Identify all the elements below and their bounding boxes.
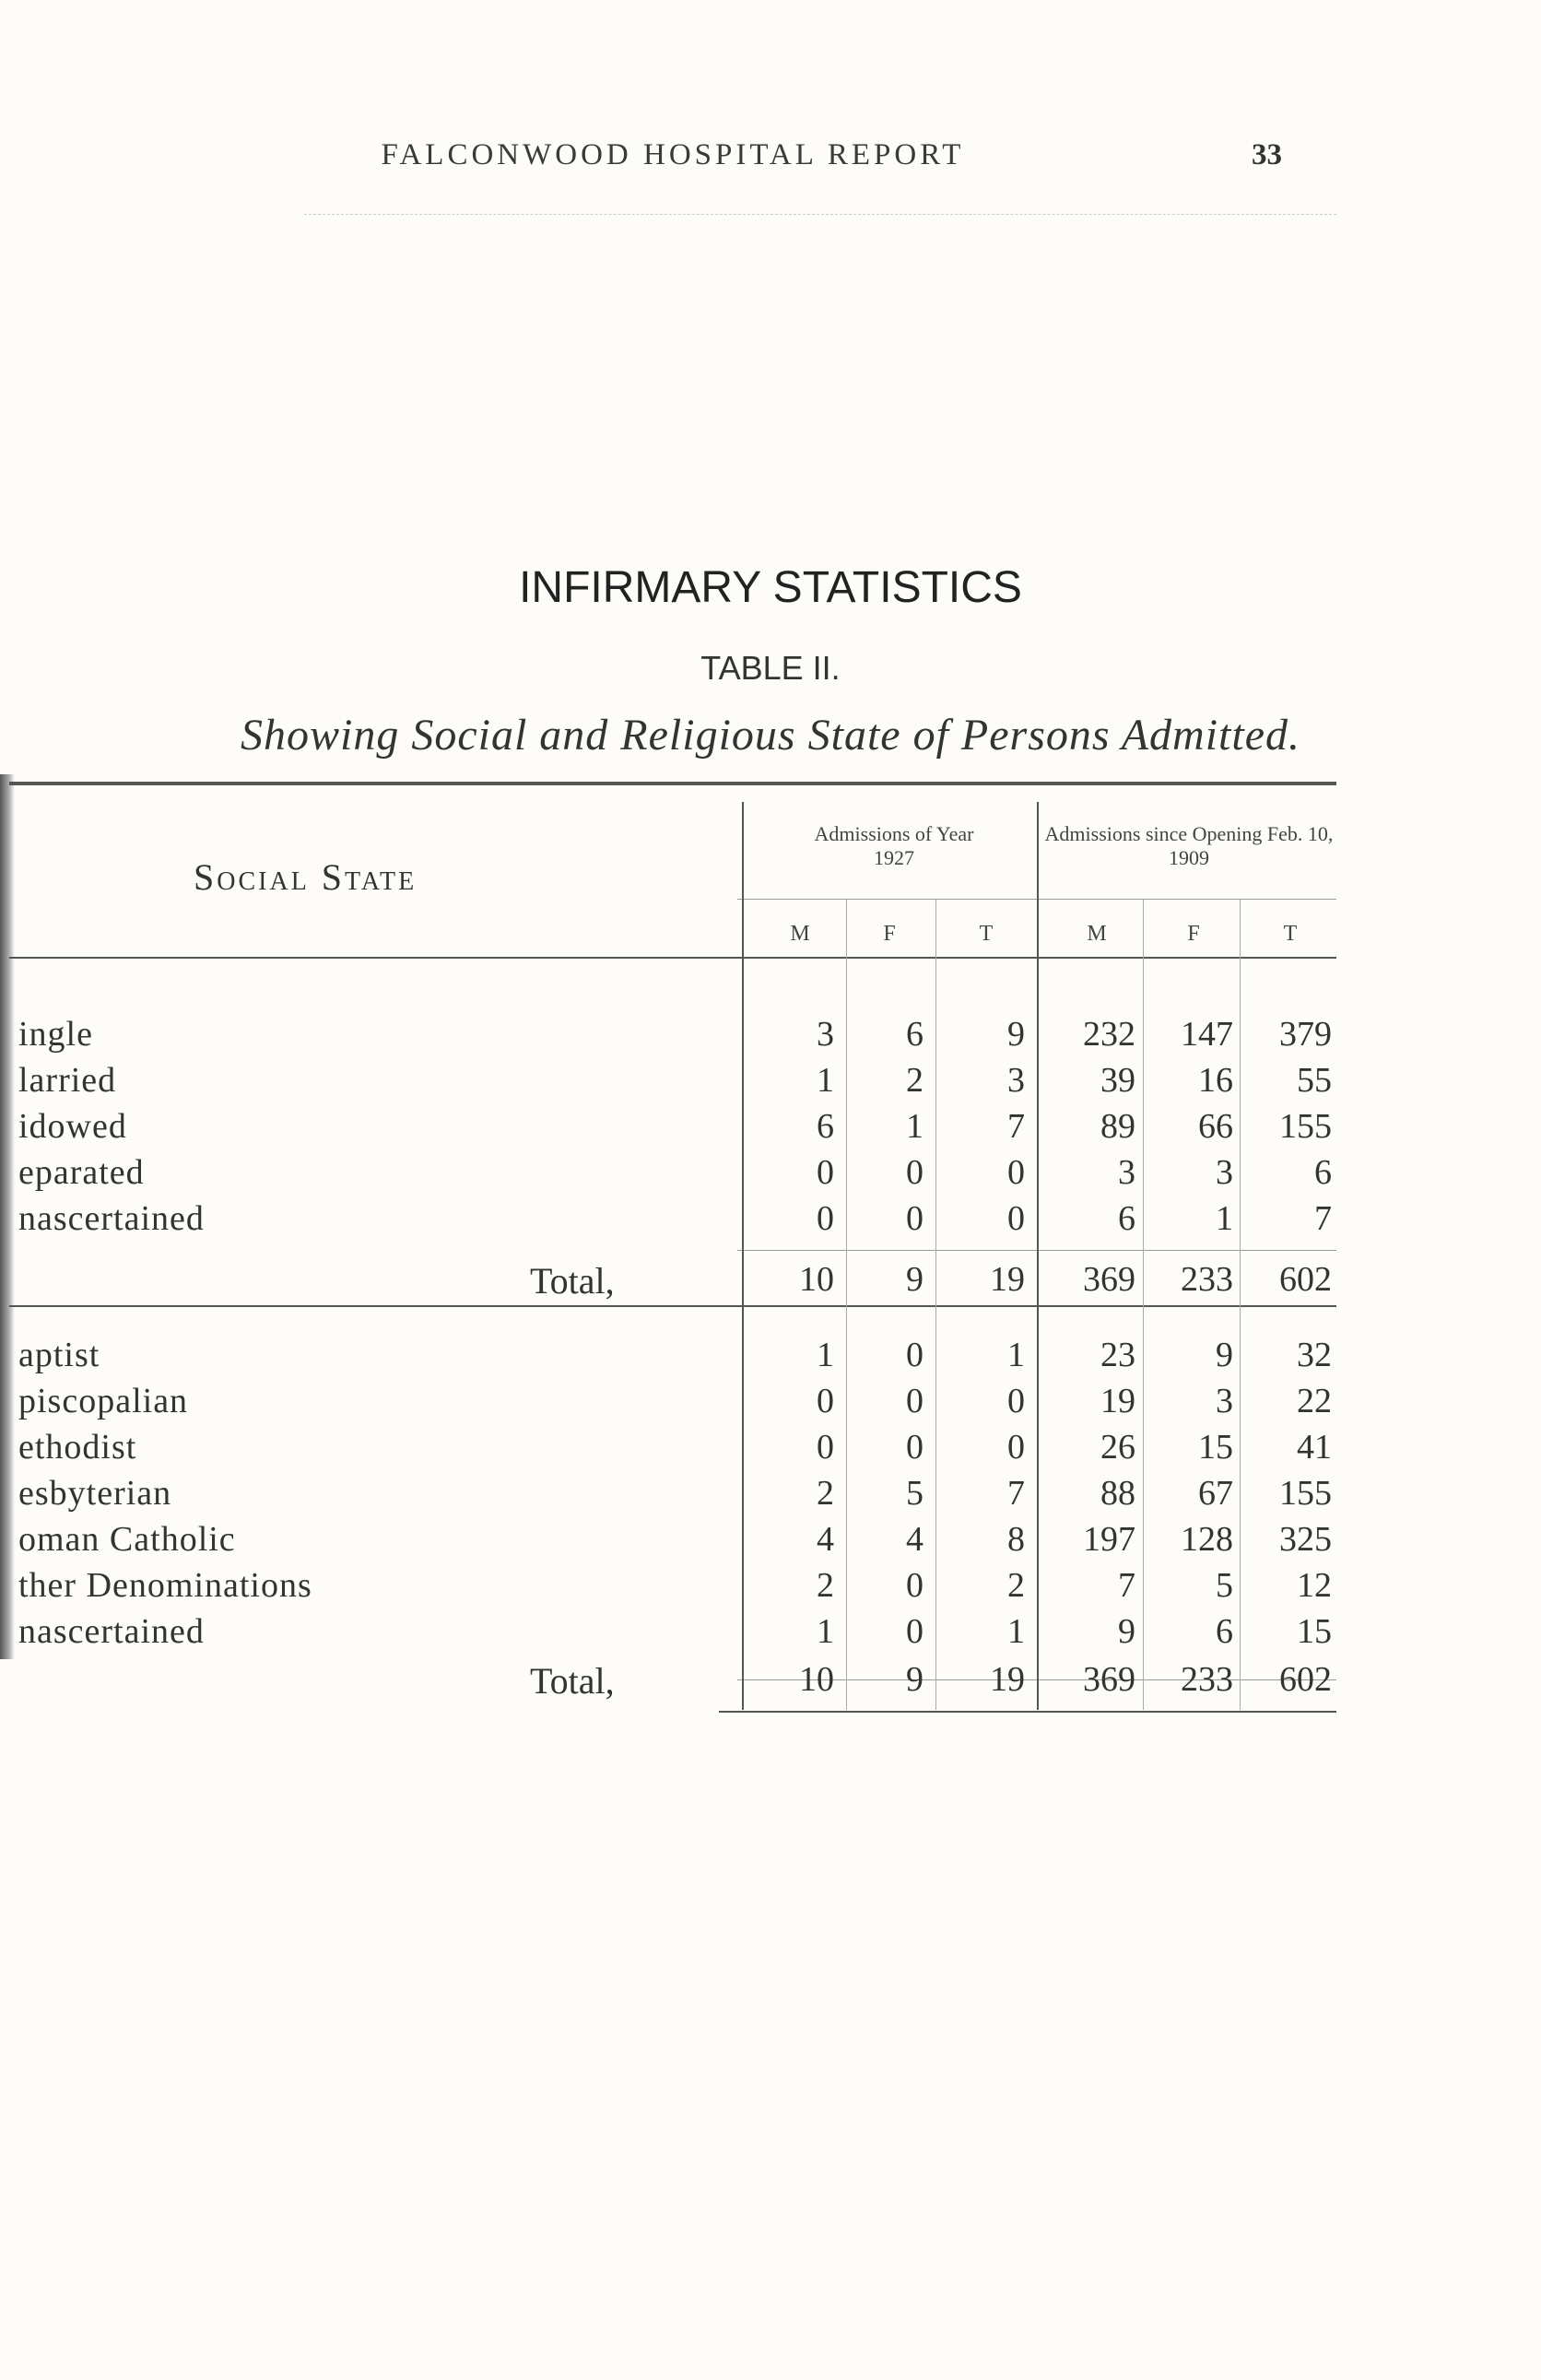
cell-value: 6 (817, 1107, 834, 1146)
group-divider (1037, 802, 1039, 1710)
header-rule (304, 214, 1336, 215)
cell-value: 0 (817, 1382, 834, 1420)
row-label: aptist (18, 1336, 100, 1374)
cell-value: 9 (1007, 1015, 1025, 1054)
cell-value: 0 (1007, 1153, 1025, 1192)
row-label: nascertained (18, 1199, 205, 1238)
cell-value: 16 (1198, 1061, 1233, 1100)
cell-value: 5 (1216, 1566, 1233, 1605)
table-label: TABLE II. (700, 649, 841, 687)
cell-value: 32 (1297, 1336, 1332, 1374)
table-top-rule (9, 782, 1336, 785)
cell-value: 0 (906, 1566, 923, 1605)
cell-value: 41 (1297, 1428, 1332, 1467)
cell-value: 0 (906, 1428, 923, 1467)
cell-value: 15 (1297, 1612, 1332, 1651)
table-caption: Showing Social and Religious State of Persons Admitted. (240, 711, 1301, 760)
cell-value: 55 (1297, 1061, 1332, 1100)
cell-value: 1 (817, 1061, 834, 1100)
group-header-since-opening: Admissions since Opening Feb. 10, 1909 (1044, 822, 1334, 869)
cell-value: 0 (906, 1336, 923, 1374)
cell-value: 22 (1297, 1382, 1332, 1420)
cell-value: 0 (817, 1199, 834, 1238)
row-label: ingle (18, 1015, 93, 1054)
row-label: nascertained (18, 1612, 205, 1651)
table-bottom-rule (719, 1711, 1336, 1713)
row-label: idowed (18, 1107, 127, 1146)
cell-value: 6 (906, 1015, 923, 1054)
cell-value: 3 (1216, 1153, 1233, 1192)
cell-value: 2 (817, 1474, 834, 1513)
page-number: 33 (1252, 138, 1282, 171)
group-header-1927: Admissions of Year 1927 (814, 822, 974, 869)
col-header-f-1927: F (883, 922, 896, 946)
cell-value: 19 (990, 1660, 1025, 1699)
cell-value: 10 (799, 1260, 834, 1299)
cell-value: 9 (906, 1660, 923, 1699)
cell-value: 9 (906, 1260, 923, 1299)
cell-value: 2 (817, 1566, 834, 1605)
cell-value: 89 (1100, 1107, 1135, 1146)
row-label: ethodist (18, 1428, 137, 1467)
col-header-f-since: F (1187, 922, 1200, 946)
cell-value: 0 (1007, 1199, 1025, 1238)
section-divider-rule (9, 1305, 1336, 1307)
cell-value: 2 (906, 1061, 923, 1100)
cell-value: 39 (1100, 1061, 1135, 1100)
cell-value: 325 (1279, 1520, 1332, 1559)
col-header-t-since: T (1283, 922, 1298, 946)
cell-value: 0 (817, 1153, 834, 1192)
row-label: piscopalian (18, 1382, 189, 1420)
cell-value: 4 (817, 1520, 834, 1559)
col-divider-4 (1143, 899, 1144, 1710)
cell-value: 8 (1007, 1520, 1025, 1559)
cell-value: 3 (1007, 1061, 1025, 1100)
cell-value: 0 (906, 1612, 923, 1651)
cell-value: 379 (1279, 1015, 1332, 1054)
cell-value: 7 (1118, 1566, 1135, 1605)
col-divider-5 (1240, 899, 1241, 1710)
row-label: esbyterian (18, 1474, 172, 1513)
cell-value: 369 (1083, 1660, 1135, 1699)
stub-column-divider (742, 802, 744, 1710)
cell-value: 232 (1083, 1015, 1135, 1054)
cell-value: 7 (1314, 1199, 1332, 1238)
cell-value: 9 (1216, 1336, 1233, 1374)
cell-value: 0 (817, 1428, 834, 1467)
cell-value: 155 (1279, 1474, 1332, 1513)
cell-value: 88 (1100, 1474, 1135, 1513)
cell-value: 6 (1118, 1199, 1135, 1238)
total-label: Total, (530, 1260, 615, 1302)
cell-value: 128 (1181, 1520, 1233, 1559)
col-header-m-since: M (1087, 922, 1107, 946)
cell-value: 19 (1100, 1382, 1135, 1420)
row-label: eparated (18, 1153, 145, 1192)
row-label: ther Denominations (18, 1566, 312, 1605)
cell-value: 4 (906, 1520, 923, 1559)
cell-value: 1 (1007, 1336, 1025, 1374)
total-label: Total, (530, 1660, 615, 1702)
cell-value: 6 (1216, 1612, 1233, 1651)
cell-value: 233 (1181, 1260, 1233, 1299)
cell-value: 15 (1198, 1428, 1233, 1467)
cell-value: 67 (1198, 1474, 1233, 1513)
cell-value: 3 (1118, 1153, 1135, 1192)
cell-value: 1 (1007, 1612, 1025, 1651)
cell-value: 0 (906, 1153, 923, 1192)
running-header: FALCONWOOD HOSPITAL REPORT (381, 138, 965, 171)
cell-value: 7 (1007, 1474, 1025, 1513)
cell-value: 12 (1297, 1566, 1332, 1605)
cell-value: 1 (817, 1612, 834, 1651)
page-title: INFIRMARY STATISTICS (519, 563, 1022, 612)
cell-value: 602 (1279, 1260, 1332, 1299)
cell-value: 602 (1279, 1660, 1332, 1699)
cell-value: 233 (1181, 1660, 1233, 1699)
cell-value: 10 (799, 1660, 834, 1699)
cell-value: 6 (1314, 1153, 1332, 1192)
col-header-m-1927: M (790, 922, 810, 946)
col-header-t-1927: T (979, 922, 994, 946)
cell-value: 1 (906, 1107, 923, 1146)
cell-value: 1 (1216, 1199, 1233, 1238)
cell-value: 147 (1181, 1015, 1233, 1054)
cell-value: 0 (906, 1382, 923, 1420)
column-header-rule (9, 957, 1336, 959)
cell-value: 197 (1083, 1520, 1135, 1559)
row-label: oman Catholic (18, 1520, 236, 1559)
cell-value: 66 (1198, 1107, 1233, 1146)
cell-value: 5 (906, 1474, 923, 1513)
cell-value: 1 (817, 1336, 834, 1374)
cell-value: 3 (1216, 1382, 1233, 1420)
cell-value: 155 (1279, 1107, 1332, 1146)
cell-value: 0 (1007, 1428, 1025, 1467)
cell-value: 19 (990, 1260, 1025, 1299)
cell-value: 369 (1083, 1260, 1135, 1299)
cell-value: 26 (1100, 1428, 1135, 1467)
col-divider-2 (935, 899, 936, 1710)
cell-value: 23 (1100, 1336, 1135, 1374)
page-edge-shadow (0, 774, 15, 1659)
stub-header: Social State (194, 856, 418, 898)
cell-value: 7 (1007, 1107, 1025, 1146)
cell-value: 2 (1007, 1566, 1025, 1605)
cell-value: 3 (817, 1015, 834, 1054)
cell-value: 0 (906, 1199, 923, 1238)
cell-value: 0 (1007, 1382, 1025, 1420)
row-label: larried (18, 1061, 117, 1100)
cell-value: 9 (1118, 1612, 1135, 1651)
